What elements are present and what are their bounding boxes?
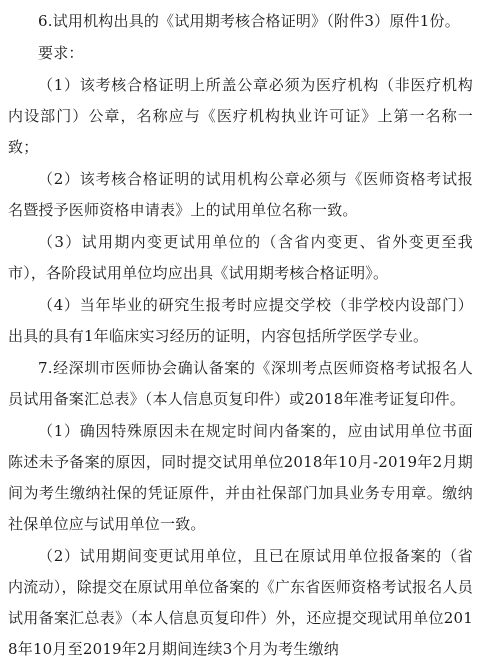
paragraph-requirements-heading: 要求： bbox=[38, 44, 84, 62]
paragraph-requirement-2: （2）该考核合格证明的试用机构公章必须与《医师资格考试报名暨授予医师资格申请表》上的试用单位名称一致。 bbox=[8, 170, 473, 219]
paragraph-requirement-1: （1）该考核合格证明上所盖公章必须为医疗机构（非医疗机构内设部门）公章，名称应与《医疗机构执业许可证》上第一名称一致； bbox=[8, 76, 473, 156]
paragraph-item-7-sub-1: （1）确因特殊原因未在规定时间内备案的，应由试用单位书面陈述未予备案的原因，同时提交试用单位2018年10月-2019年2月期间为考生缴纳社保的凭证原件，并由社保部门加具业务专用章。缴纳社保单位应与试用单位一致。 bbox=[8, 422, 473, 533]
paragraph-requirement-4: （4）当年毕业的研究生报考时应提交学校（非学校内设部门）出具的具有1年临床实习经历的证明，内容包括所学医学专业。 bbox=[8, 296, 473, 345]
paragraph-item-7: 7.经深圳市医师协会确认备案的《深圳考点医师资格考试报名人员试用备案汇总表》（本人信息页复印件）或2018年准考证复印件。 bbox=[8, 359, 473, 408]
paragraph-item-7-sub-2: （2）试用期间变更试用单位，且已在原试用单位报备案的（省内流动），除提交在原试用单位备案的《广东省医师资格考试报名人员试用备案汇总表》（本人信息页复印件）外，还应提交现试用单位2018年10月至2019年2月期间连续3个月为考生缴纳 bbox=[8, 547, 473, 658]
paragraph-item-6: 6.试用机构出具的《试用期考核合格证明》（附件3）原件1份。 bbox=[38, 12, 460, 30]
paragraph-requirement-3: （3）试用期内变更试用单位的（含省内变更、省外变更至我市），各阶段试用单位均应出具《试用期考核合格证明》。 bbox=[8, 233, 473, 282]
